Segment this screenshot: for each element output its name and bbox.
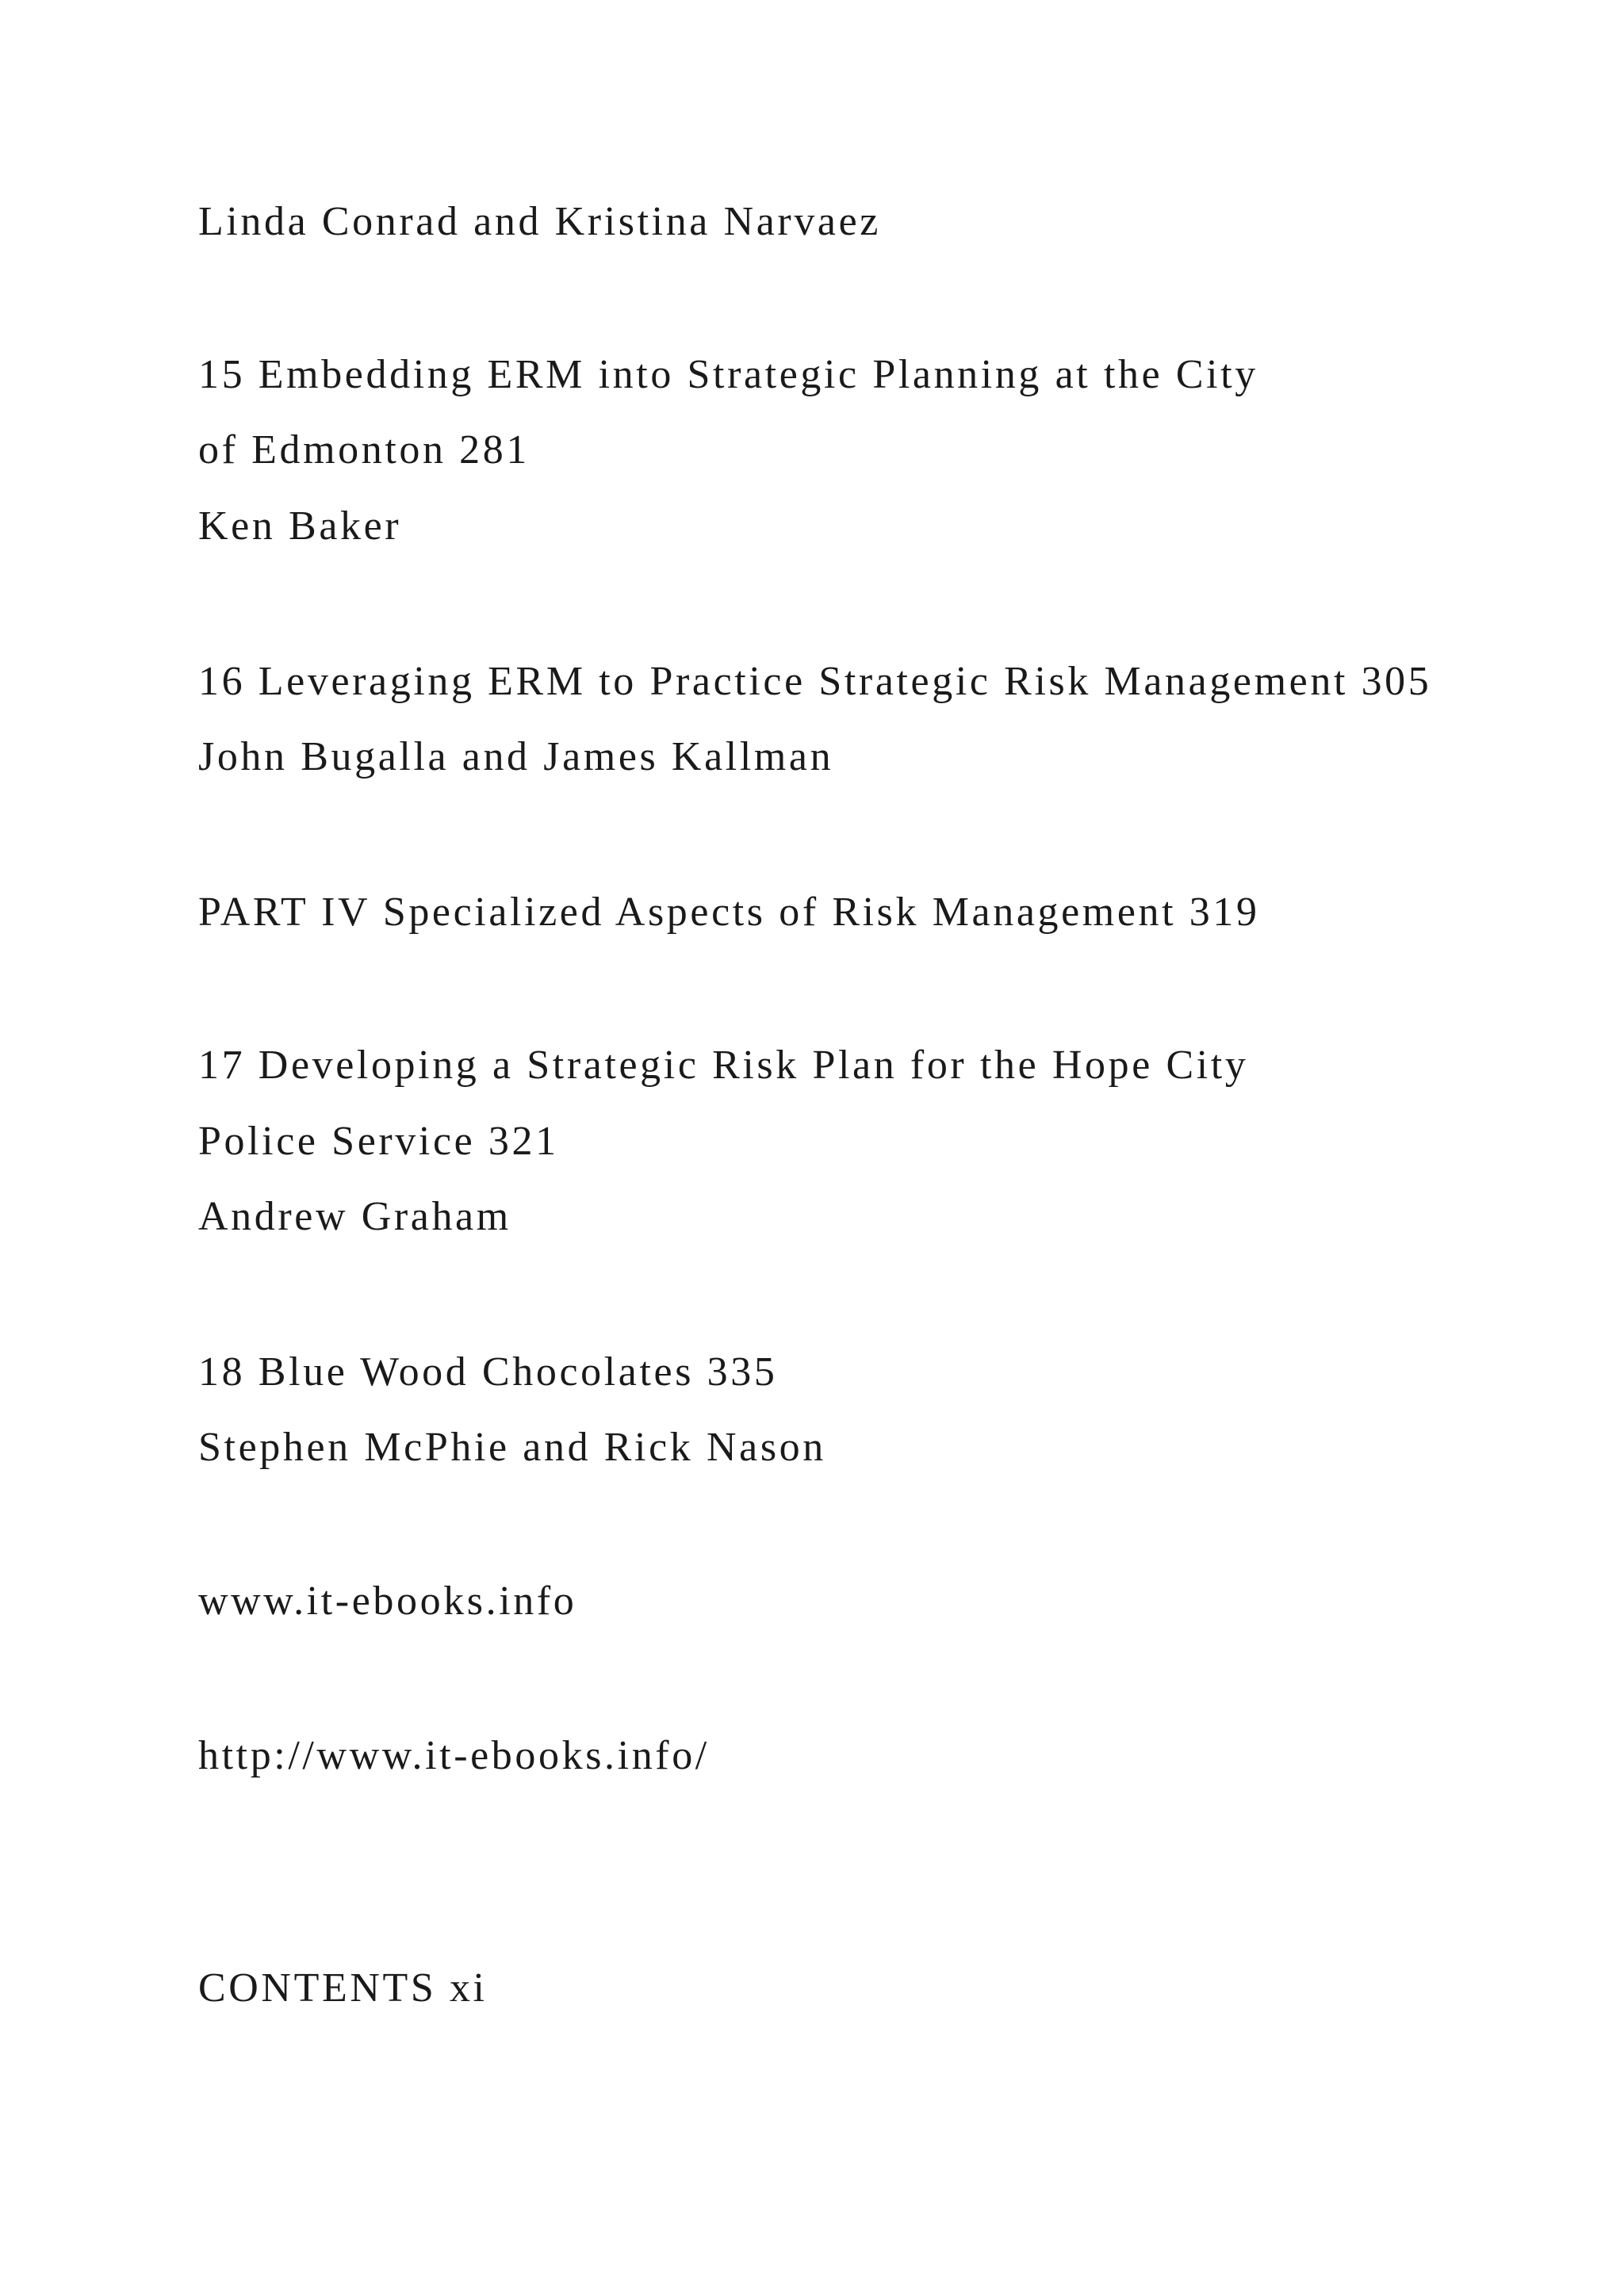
chapter-15-title-cont: of Edmonton 281 bbox=[198, 427, 530, 473]
chapter-16-title: 16 Leveraging ERM to Practice Strategic Risk Management 305 bbox=[198, 659, 1432, 704]
chapter-18-authors: Stephen McPhie and Rick Nason bbox=[198, 1425, 826, 1470]
chapter-17-title: 17 Developing a Strategic Risk Plan for the Hope City bbox=[198, 1043, 1249, 1088]
chapter-14-authors: Linda Conrad and Kristina Narvaez bbox=[198, 199, 881, 244]
running-footer: CONTENTS xi bbox=[198, 1965, 488, 2011]
chapter-17-title-cont: Police Service 321 bbox=[198, 1119, 559, 1164]
website-url-link[interactable]: http://www.it-ebooks.info/ bbox=[198, 1733, 710, 1778]
chapter-17-author: Andrew Graham bbox=[198, 1194, 511, 1239]
chapter-16-authors: John Bugalla and James Kallman bbox=[198, 734, 834, 779]
chapter-15-author: Ken Baker bbox=[198, 503, 402, 549]
chapter-18-title: 18 Blue Wood Chocolates 335 bbox=[198, 1349, 778, 1395]
chapter-15-title: 15 Embedding ERM into Strategic Planning at the City bbox=[198, 352, 1258, 397]
part-iv-heading: PART IV Specialized Aspects of Risk Management 319 bbox=[198, 890, 1260, 935]
website-link[interactable]: www.it-ebooks.info bbox=[198, 1578, 577, 1624]
